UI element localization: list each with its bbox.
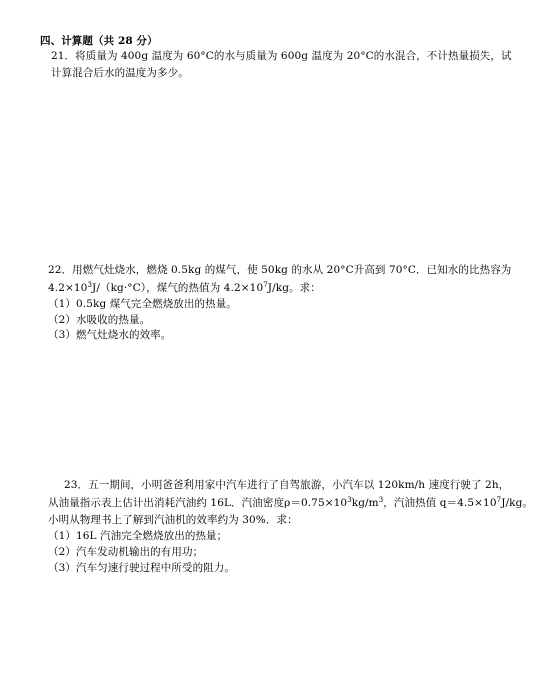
- text: J/kg。求：: [267, 282, 321, 294]
- question-22-line-2: [48, 281, 321, 296]
- superscript: 7: [263, 281, 268, 289]
- question-21-line-2: 计算混合后水的温度为多少。: [51, 67, 189, 79]
- question-21-line-1: 21．将质量为 400g 温度为 60°C的水与质量为 600g 温度为 20°C的水混合，不计热量损失，试: [51, 50, 512, 62]
- question-23-sub-1: （1）16L 汽油完全燃烧放出的热量；: [48, 530, 228, 542]
- question-23-sub-3: （3）汽车匀速行驶过程中所受的阻力。: [48, 562, 235, 574]
- text: kg/m: [351, 497, 379, 509]
- text: J/（kg·°C），煤气的热值为 4.2×10: [92, 282, 264, 294]
- text: 从油量指示表上估计出消耗汽油约 16L．汽油密度ρ＝0.75×10: [48, 497, 348, 509]
- question-23-sub-2: （2）汽车发动机输出的有用功；: [48, 546, 204, 558]
- question-23-line-1: 23．五一期间，小明爸爸利用家中汽车进行了自驾旅游，小汽车以 120km/h 速度行驶了 2h，: [64, 479, 510, 491]
- question-22-sub-1: （1）0.5kg 煤气完全燃烧放出的热量。: [48, 298, 237, 310]
- question-22-sub-3: （3）燃气灶烧水的效率。: [48, 329, 172, 341]
- question-23-line-2: [48, 496, 533, 511]
- question-22-sub-2: （2）水吸收的热量。: [48, 314, 151, 326]
- superscript: 3: [347, 496, 352, 504]
- superscript: 3: [87, 281, 93, 289]
- question-23-line-3: 小明从物理书上了解到汽油机的效率约为 30%．求：: [48, 514, 298, 526]
- superscript: 3: [378, 496, 384, 504]
- section-title: 四、计算题（共 28 分）: [40, 35, 158, 47]
- superscript: 7: [496, 496, 502, 504]
- text: ，汽油热值 q＝4.5×10: [383, 497, 497, 509]
- text: 4.2×10: [48, 282, 88, 294]
- question-22-line-1: 22．用燃气灶烧水，燃烧 0.5kg 的煤气，使 50kg 的水从 20°C升高到 70°C．已知水的比热容为: [48, 264, 512, 276]
- text: J/kg。: [501, 497, 534, 509]
